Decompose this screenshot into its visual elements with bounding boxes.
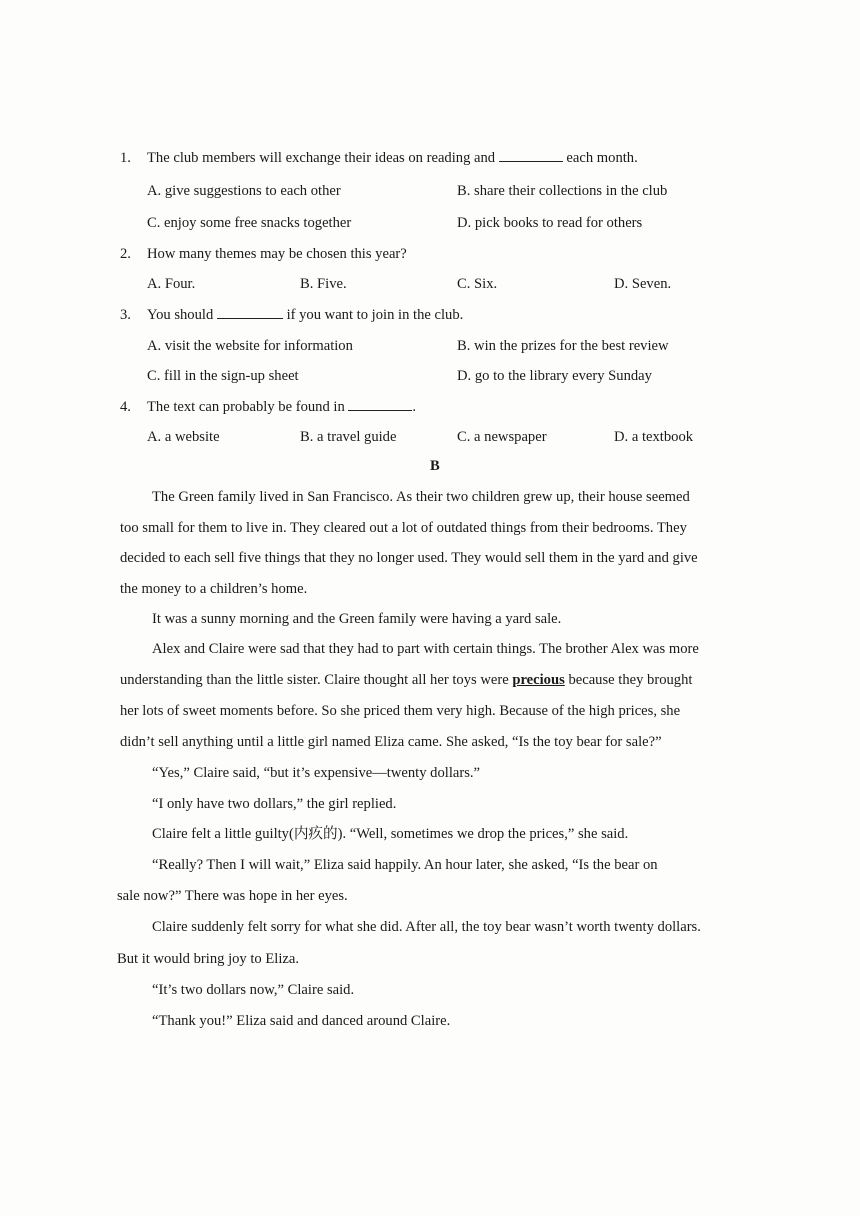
passage-line: But it would bring joy to Eliza. (117, 951, 300, 967)
option-b: B. win the prizes for the best review (457, 338, 669, 354)
option-d: D. a textbook (614, 429, 694, 445)
question-stem: You should if you want to join in the club. (147, 307, 464, 323)
option-d: D. pick books to read for others (457, 215, 643, 231)
answer-blank (499, 149, 563, 162)
option-a: A. give suggestions to each other (147, 183, 341, 199)
passage-line: understanding than the little sister. Claire thought all her toys were precious because they brought (120, 672, 693, 688)
passage-line: “Yes,” Claire said, “but it’s expensive—twenty dollars.” (152, 765, 481, 781)
passage-line: The Green family lived in San Francisco. As their two children grew up, their house seemed (152, 489, 690, 505)
answer-blank (217, 306, 283, 319)
question-stem: How many themes may be chosen this year? (147, 246, 407, 262)
option-b: B. share their collections in the club (457, 183, 668, 199)
passage-line: Alex and Claire were sad that they had to part with certain things. The brother Alex was more (152, 641, 699, 657)
option-a: A. a website (147, 429, 220, 445)
passage-line: “It’s two dollars now,” Claire said. (152, 982, 355, 998)
passage-line: “Thank you!” Eliza said and danced around Claire. (152, 1013, 451, 1029)
section-heading: B (430, 458, 440, 474)
passage-line: “I only have two dollars,” the girl replied. (152, 796, 397, 812)
passage-line: her lots of sweet moments before. So she priced them very high. Because of the high prices, she (120, 703, 681, 719)
passage-line: “Really? Then I will wait,” Eliza said happily. An hour later, she asked, “Is the bear on (152, 857, 658, 873)
vocabulary-word: precious (512, 672, 565, 688)
question-stem: The text can probably be found in . (147, 399, 417, 415)
question-number: 4. (120, 399, 131, 415)
passage-line: Claire felt a little guilty(内疚的). “Well, sometimes we drop the prices,” she said. (152, 826, 629, 842)
passage-line: too small for them to live in. They cleared out a lot of outdated things from their bedrooms. They (120, 520, 687, 536)
question-number: 1. (120, 150, 131, 166)
question-number: 2. (120, 246, 131, 262)
passage-line: Claire suddenly felt sorry for what she did. After all, the toy bear wasn’t worth twenty dollars. (152, 919, 701, 935)
passage-line: decided to each sell five things that they no longer used. They would sell them in the yard and give (120, 550, 698, 566)
option-c: C. fill in the sign-up sheet (147, 368, 299, 384)
passage-line: It was a sunny morning and the Green family were having a yard sale. (152, 611, 562, 627)
option-c: C. a newspaper (457, 429, 547, 445)
option-c: C. enjoy some free snacks together (147, 215, 352, 231)
option-a: A. Four. (147, 276, 196, 292)
option-b: B. Five. (300, 276, 347, 292)
option-c: C. Six. (457, 276, 498, 292)
option-d: D. go to the library every Sunday (457, 368, 652, 384)
option-b: B. a travel guide (300, 429, 397, 445)
passage-line: didn’t sell anything until a little girl named Eliza came. She asked, “Is the toy bear for sale?” (120, 734, 662, 750)
passage-line: sale now?” There was hope in her eyes. (117, 888, 348, 904)
answer-blank (348, 398, 412, 411)
passage-line: the money to a children’s home. (120, 581, 308, 597)
question-number: 3. (120, 307, 131, 323)
option-d: D. Seven. (614, 276, 672, 292)
option-a: A. visit the website for information (147, 338, 353, 354)
question-stem: The club members will exchange their ideas on reading and each month. (147, 150, 638, 166)
